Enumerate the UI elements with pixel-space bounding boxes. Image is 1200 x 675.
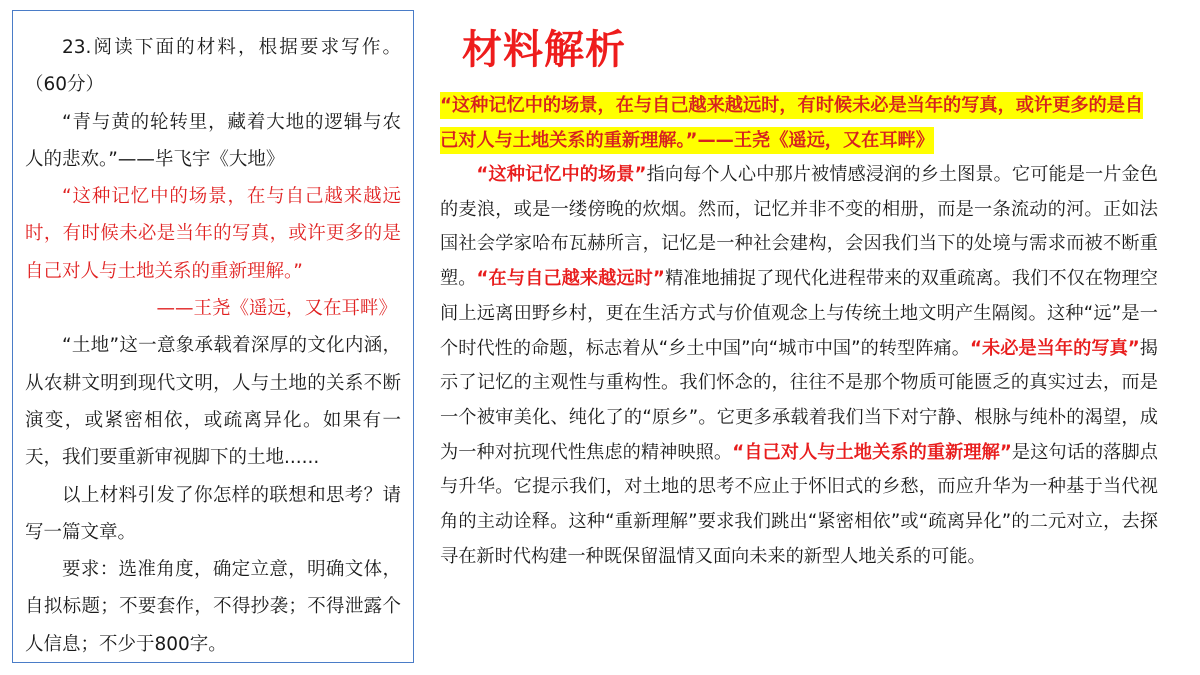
keyword-4: “自己对人与土地关系的重新理解” (732, 441, 1012, 463)
highlight-quote-text: “这种记忆中的场景，在与自己越来越远时，有时候未必是当年的写真，或许更多的是自己对人与土地关系的重新理解。”——王尧《遥远，又在耳畔》 (440, 92, 1143, 154)
quote-wangyao-source: ——王尧《遥远，又在耳畔》 (156, 298, 397, 320)
highlight-quote (440, 88, 1158, 158)
analysis-title: 材料解析 (462, 27, 626, 73)
material-paragraph: “土地”这一意象承载着深厚的文化内涵，从农耕文明到现代文明，人与土地的关系不断演变，或紧密相依，或疏离异化。如果有一天，我们要重新审视脚下的土地...... (25, 335, 401, 469)
requirements-paragraph: 要求：选准角度，确定立意，明确文体，自拟标题；不要套作，不得抄袭；不得泄露个人信息；不少于800字。 (25, 559, 401, 655)
analysis-text-2: 精准地捕捉了现代化进程带来的双重疏离。我们不仅在物理空间上远离田野乡村，更在生活方式与价值观念上与传统土地文明产生隔阂。这种“远”是一个时代性的命题，标志着从“乡土中国”向“城市中国”的转型阵痛。 (440, 268, 1158, 359)
keyword-2: “在与自己越来越远时” (476, 268, 665, 290)
prompt-box (12, 10, 414, 663)
question-text: 23.阅读下面的材料，根据要求写作。（60分） (25, 37, 401, 96)
quote-dadi: “青与黄的轮转里，藏着大地的逻辑与农人的悲欢。”——毕飞宇《大地》 (25, 111, 401, 170)
analysis-text-1: 指向每个人心中那片被情感浸润的乡土图景。它可能是一片金色的麦浪，或是一缕傍晚的炊烟。然而，记忆并非不变的相册，而是一条流动的河。正如法国社会学家哈布瓦赫所言，记忆是一种社会建构，会因我们当下的处境与需求而被不断重塑。 (440, 164, 1158, 290)
keyword-1: “这种记忆中的场景” (476, 164, 647, 185)
analysis-body (440, 158, 1158, 574)
analysis-text-4: 是这句话的落脚点与升华。它提示我们，对土地的思考不应止于怀旧式的乡愁，而应升华为一种基于当代视角的主动诠释。这种“重新理解”要求我们跳出“紧密相依”或“疏离异化”的二元对立，去探寻在新时代构建一种既保留温情又面向未来的新型人地关系的可能。 (440, 441, 1158, 567)
task-paragraph: 以上材料引发了你怎样的联想和思考？请写一篇文章。 (25, 484, 401, 543)
analysis-text-3: 揭示了记忆的主观性与重构性。我们怀念的，往往不是那个物质可能匮乏的真实过去，而是一个被审美化、纯化了的“原乡”。它更多承载着我们当下对宁静、根脉与纯朴的渴望，成为一种对抗现代性焦虑的精神映照。 (440, 337, 1158, 463)
quote-wangyao: “这种记忆中的场景，在与自己越来越远时，有时候未必是当年的写真，或许更多的是自己对人与土地关系的重新理解。” (25, 186, 401, 282)
keyword-3: “未必是当年的写真” (969, 337, 1140, 359)
analysis-panel (440, 22, 1158, 662)
